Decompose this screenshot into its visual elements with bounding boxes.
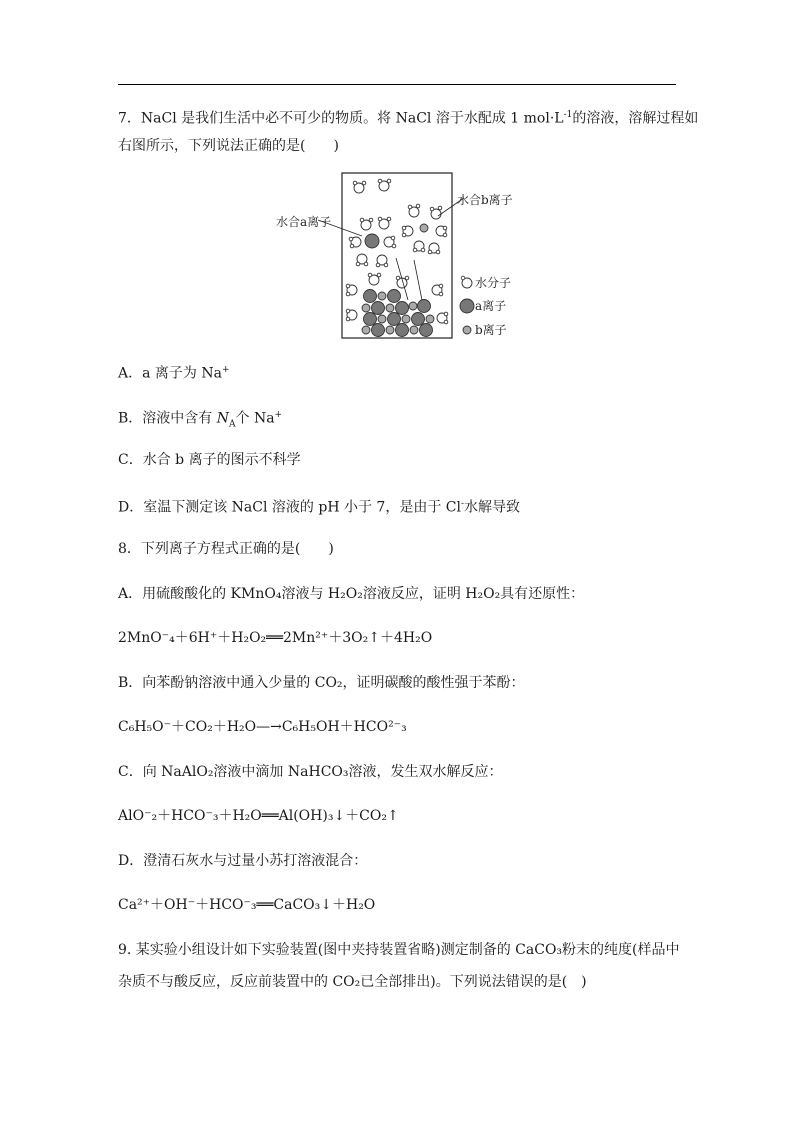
q7-stem-line1: 7．NaCl 是我们生活中必不可少的物质。将 NaCl 溶于水配成 1 $mol\cdot L^{-1}$的溶液，溶解过程如 xyxy=(118,110,699,127)
legend-water: 水分子 xyxy=(475,276,512,290)
legend xyxy=(460,275,511,337)
q7-option-c: C．水合 b 离子的图示不科学 xyxy=(118,452,301,468)
legend-a: a离子 xyxy=(475,299,507,313)
q9-stem-line2: 杂质不与酸反应，反应前装置中的 CO₂已全部排出)。下列说法错误的是( ) xyxy=(118,974,587,990)
hydrated-a-ion xyxy=(365,234,379,248)
q8-option-d: D．澄清石灰水与过量小苏打溶液混合： xyxy=(118,853,368,869)
q7-option-a: A．a 离子为 Na+ xyxy=(118,365,230,382)
q8-option-c: C．向 NaAlO₂溶液中滴加 NaHCO₃溶液，发生双水解反应： xyxy=(118,764,503,780)
q7-option-b: B．溶液中含有 $N_A$个 Na+ xyxy=(118,410,283,430)
nacl-crystal xyxy=(362,290,434,337)
q8-equation-d: Ca²⁺＋OH⁻＋HCO⁻₃══CaCO₃↓＋H₂O xyxy=(118,897,376,913)
q8-option-b: B．向苯酚钠溶液中通入少量的 CO₂，证明碳酸的酸性强于苯酚： xyxy=(118,675,525,691)
q8-stem: 8．下列离子方程式正确的是( ) xyxy=(118,541,334,557)
q8-equation-b: C₆H₅O⁻＋CO₂＋H₂O—→C₆H₅OH＋HCO²⁻₃ xyxy=(118,719,407,735)
header-rule xyxy=(118,84,676,85)
label-hydrated-a: 水合a离子 xyxy=(276,215,332,229)
q8-equation-c: AlO⁻₂＋HCO⁻₃＋H₂O══Al(OH)₃↓＋CO₂↑ xyxy=(118,808,399,824)
label-hydrated-b: 水合b离子 xyxy=(457,193,513,207)
q7-stem-line2: 右图所示，下列说法正确的是( ) xyxy=(118,138,339,154)
dissolution-diagram xyxy=(274,168,534,343)
legend-b: b离子 xyxy=(475,323,507,337)
q7-option-d: D．室温下测定该 NaCl 溶液的 pH 小于 7，是由于 Cl-水解导致 xyxy=(118,499,521,516)
hydrated-b-ion xyxy=(420,224,428,232)
q8-option-a: A．用硫酸酸化的 KMnO₄溶液与 H₂O₂溶液反应，证明 H₂O₂具有还原性： xyxy=(118,586,585,602)
q8-equation-a: 2MnO⁻₄＋6H⁺＋H₂O₂══2Mn²⁺＋3O₂↑＋4H₂O xyxy=(118,630,433,646)
q9-stem-line1: 9. 某实验小组设计如下实验装置(图中夹持装置省略)测定制备的 CaCO₃粉末的纯度(样品中 xyxy=(118,942,680,958)
